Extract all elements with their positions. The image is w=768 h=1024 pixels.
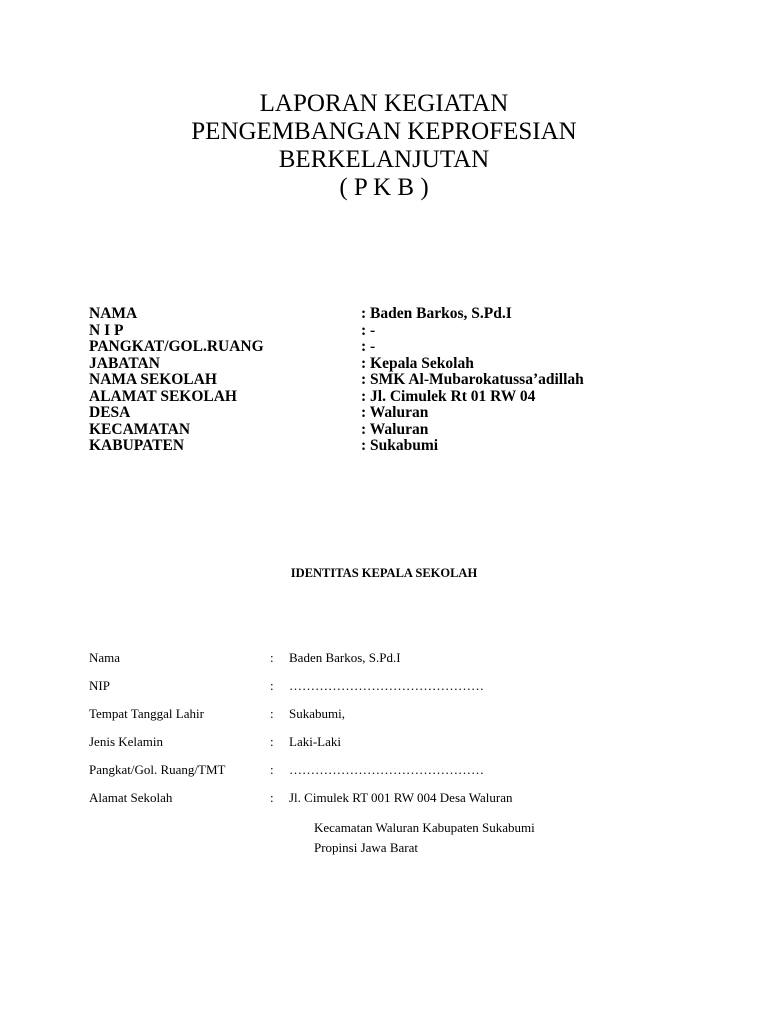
profile-row-kabupaten (89, 438, 729, 455)
profile-label: ALAMAT SEKOLAH (89, 387, 237, 405)
identity-label: Tempat Tanggal Lahir (89, 706, 204, 721)
profile-label: KABUPATEN (89, 437, 185, 454)
identity-label: Alamat Sekolah (89, 790, 173, 805)
profile-block (89, 306, 729, 455)
profile-value: : Waluran (361, 404, 429, 421)
profile-row-pangkat (89, 339, 729, 356)
profile-row-nip (89, 323, 729, 340)
profile-value: : SMK Al-Mubarokatussa’adillah (361, 371, 584, 388)
identity-value: Sukabumi, (289, 706, 345, 721)
identity-row-nip (89, 678, 729, 706)
profile-label: JABATAN (89, 354, 160, 372)
identity-row-jenis-kelamin (89, 734, 729, 762)
profile-label: NAMA (89, 305, 138, 322)
document-title (0, 90, 768, 202)
profile-value: : - (361, 321, 376, 339)
profile-label: PANGKAT/GOL.RUANG (89, 338, 264, 355)
profile-row-kecamatan (89, 422, 729, 439)
identity-row-ttl (89, 706, 729, 734)
title-line-3: BERKELANJUTAN (278, 146, 490, 173)
profile-value: : Kepala Sekolah (361, 354, 474, 372)
title-line-2: PENGEMBANGAN KEPROFESIAN (191, 118, 577, 145)
identity-label: Pangkat/Gol. Ruang/TMT (89, 762, 226, 777)
profile-label: KECAMATAN (89, 420, 191, 438)
profile-row-nama-sekolah (89, 372, 729, 389)
address-continuation-line-2: Propinsi Jawa Barat (314, 840, 418, 855)
identity-section-title: IDENTITAS KEPALA SEKOLAH (290, 566, 478, 580)
identity-separator: : (270, 762, 274, 777)
profile-label: N I P (89, 321, 124, 339)
identity-row-pangkat (89, 762, 729, 790)
identity-value: Baden Barkos, S.Pd.I (289, 650, 401, 665)
profile-label: NAMA SEKOLAH (89, 371, 217, 388)
profile-row-nama (89, 306, 729, 323)
identity-separator: : (270, 650, 274, 665)
identity-separator: : (270, 734, 274, 749)
profile-value: : Baden Barkos, S.Pd.I (361, 305, 512, 322)
address-continuation-line-1: Kecamatan Waluran Kabupaten Sukabumi (314, 820, 535, 835)
profile-row-jabatan (89, 356, 729, 373)
identity-label: Nama (89, 650, 121, 665)
profile-value: : Sukabumi (361, 437, 439, 454)
profile-row-alamat-sekolah (89, 389, 729, 406)
title-line-1: LAPORAN KEGIATAN (259, 90, 509, 117)
profile-value: : - (361, 338, 376, 355)
identity-value: Jl. Cimulek RT 001 RW 004 Desa Waluran (289, 790, 513, 805)
identity-row-alamat (89, 790, 729, 818)
profile-value: : Jl. Cimulek Rt 01 RW 04 (361, 387, 536, 405)
identity-label: NIP (89, 678, 110, 693)
identity-value: ……………………………………… (289, 678, 484, 693)
identity-separator: : (270, 706, 274, 721)
identity-value: Laki-Laki (289, 734, 341, 749)
identity-block (89, 650, 729, 855)
identity-separator: : (270, 790, 274, 805)
title-line-4: ( P K B ) (339, 174, 429, 201)
identity-label: Jenis Kelamin (89, 734, 164, 749)
identity-separator: : (270, 678, 274, 693)
profile-label: DESA (89, 404, 131, 421)
identity-value: ……………………………………… (289, 762, 484, 777)
profile-value: : Waluran (361, 420, 429, 438)
profile-row-desa (89, 405, 729, 422)
identity-row-nama (89, 650, 729, 678)
